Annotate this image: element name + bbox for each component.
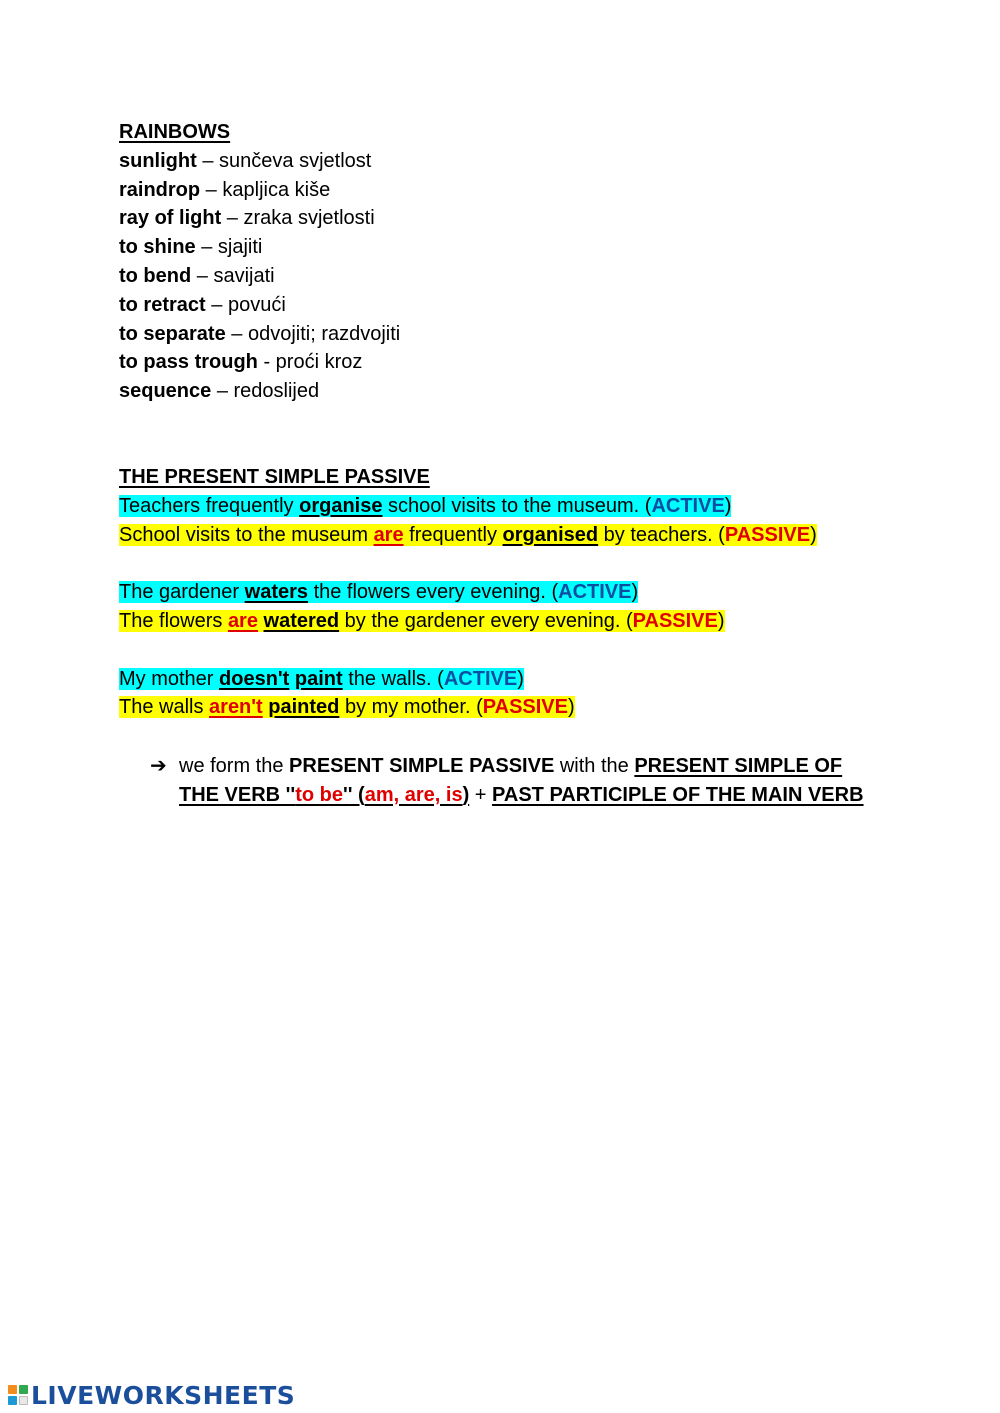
active-sentence: My mother doesn't paint the walls. (ACTIVE) [119, 667, 524, 690]
vocab-item: to pass trough - proći kroz [119, 351, 363, 374]
vocab-translation: zraka svjetlosti [243, 207, 375, 230]
passive-participle: organised [502, 523, 599, 546]
passive-auxiliary: are [373, 523, 404, 546]
spacer [119, 406, 919, 463]
vocab-translation: savijati [213, 264, 275, 287]
worksheet-document [119, 118, 919, 722]
spacer [119, 636, 919, 665]
vocab-term: sequence [119, 380, 212, 403]
active-label: ACTIVE [651, 494, 725, 517]
vocab-item: to separate – odvojiti; razdvojiti [119, 322, 401, 345]
vocab-translation: proći kroz [275, 351, 363, 374]
vocab-term: sunlight [119, 149, 197, 172]
vocab-item: to bend – savijati [119, 264, 275, 287]
vocab-item: ray of light – zraka svjetlosti [119, 207, 375, 230]
vocab-item: sequence – redoslijed [119, 380, 320, 403]
vocab-item: to retract – povući [119, 293, 286, 316]
active-verb: paint [294, 667, 343, 690]
vocab-term: to shine [119, 236, 196, 259]
vocab-item: sunlight – sunčeva svjetlost [119, 149, 372, 172]
vocab-item: raindrop – kapljica kiše [119, 178, 331, 201]
active-auxiliary: doesn't [219, 667, 290, 690]
vocab-translation: kapljica kiše [222, 178, 331, 201]
vocab-translation: redoslijed [233, 380, 320, 403]
active-sentence: The gardener waters the flowers every evening. (ACTIVE) [119, 581, 639, 604]
active-sentence: Teachers frequently organise school visits to the museum. (ACTIVE) [119, 494, 732, 517]
passive-label: PASSIVE [632, 609, 718, 632]
active-verb: organise [299, 494, 383, 517]
passive-participle: painted [268, 696, 340, 719]
passive-label: PASSIVE [482, 696, 568, 719]
active-verb: waters [244, 581, 309, 604]
vocab-translation: odvojiti; razdvojiti [247, 322, 401, 345]
passive-auxiliary: aren't [209, 696, 263, 719]
passive-sentence: The walls aren't painted by my mother. (PASSIVE) [119, 696, 575, 719]
passive-sentence: School visits to the museum are frequently organised by teachers. (PASSIVE) [119, 523, 817, 546]
vocab-term: ray of light [119, 207, 222, 230]
active-label: ACTIVE [558, 581, 632, 604]
vocab-term: raindrop [119, 178, 201, 201]
liveworksheets-logo [8, 1380, 295, 1410]
vocab-translation: povući [227, 293, 286, 316]
vocab-item: to shine – sjajiti [119, 236, 263, 259]
active-label: ACTIVE [443, 667, 518, 690]
passive-label: PASSIVE [724, 523, 811, 546]
vocab-heading: RAINBOWS [119, 121, 231, 143]
vocab-term: to separate [119, 322, 226, 345]
vocab-translation: sunčeva svjetlost [219, 149, 372, 172]
passive-auxiliary: are [227, 609, 258, 632]
logo-text: LIVEWORKSHEETS [31, 1380, 296, 1410]
vocab-term: to pass trough [119, 351, 258, 374]
rule-text: we form the PRESENT SIMPLE PASSIVE with the PRESENT SIMPLE OF THE VERB ''to be'' (am, are, is) + PAST PARTICIPLE OF THE MAIN VERB [179, 755, 864, 806]
passive-sentence: The flowers are watered by the gardener every evening. (PASSIVE) [119, 609, 725, 632]
passive-participle: watered [263, 609, 340, 632]
vocab-term: to bend [119, 264, 192, 287]
arrow-right-icon: ➔ [150, 755, 167, 777]
spacer [119, 549, 919, 578]
vocab-translation: sjajiti [217, 236, 263, 259]
logo-blocks-icon [8, 1385, 28, 1405]
vocab-term: to retract [119, 293, 206, 316]
grammar-heading: THE PRESENT SIMPLE PASSIVE [119, 465, 430, 488]
